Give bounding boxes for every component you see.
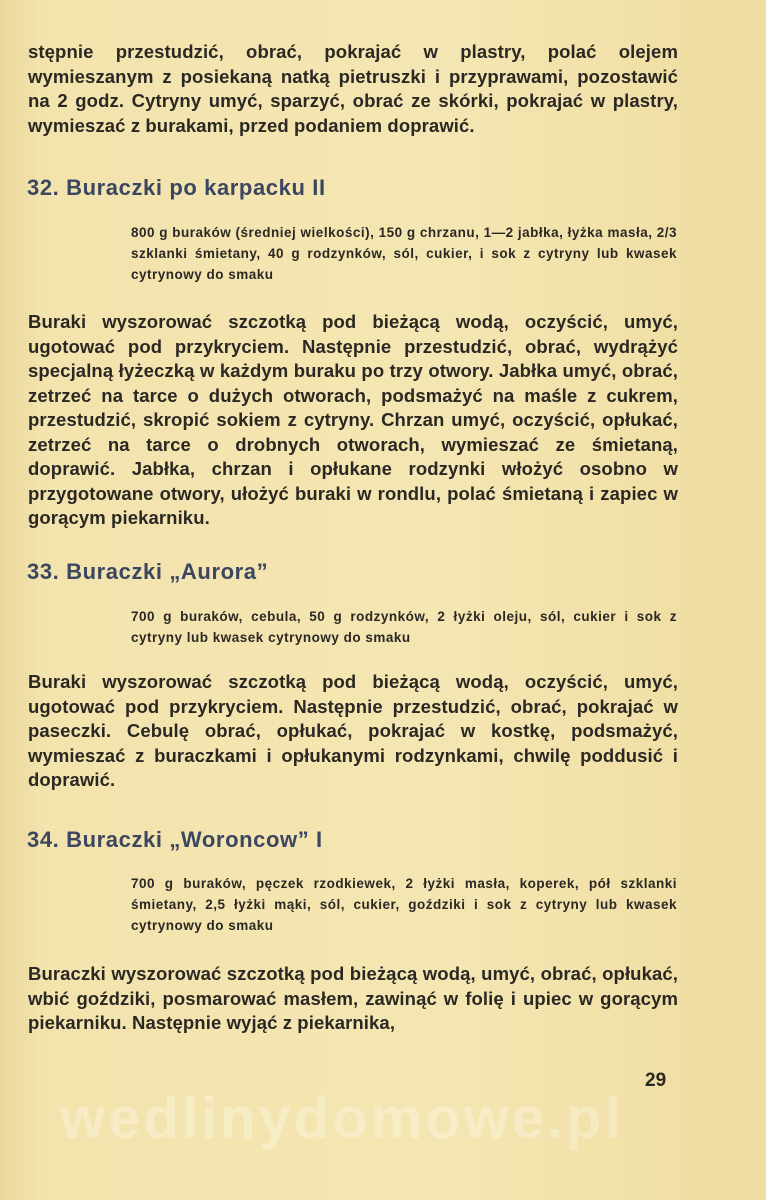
watermark: wedlinydomowe.pl bbox=[60, 1086, 624, 1151]
recipe-34-ingredients: 700 g buraków, pęczek rzodkiewek, 2 łyżki masła, koperek, pół szklanki śmietany, 2,5 łyżki mąki, sól, cukier, goździki i sok z cytryny lub kwasek cytrynowy do smaku bbox=[131, 876, 677, 933]
recipe-33-instructions: Buraki wyszorować szczotką pod bieżącą wodą, oczyścić, umyć, ugotować pod przykryciem. Następnie przestudzić, obrać, pokrajać w paseczki. Cebulę obrać, opłukać, pokrajać w kostkę, podsmażyć, wymieszać z buraczkami i opłukanymi rodzynkami, chwilę poddusić i doprawić. bbox=[28, 671, 678, 790]
recipe-34-title: 34. Buraczki „Woroncow” I bbox=[27, 827, 323, 852]
intro-paragraph: stępnie przestudzić, obrać, pokrajać w plastry, polać olejem wymieszanym z posiekaną natką pietruszki i przyprawami, pozostawić na 2 godz. Cytryny umyć, sparzyć, obrać ze skórki, pokrajać w plastry, wymieszać z burakami, przed podaniem doprawić. bbox=[28, 41, 678, 136]
recipe-32-instructions: Buraki wyszorować szczotką pod bieżącą wodą, oczyścić, umyć, ugotować pod przykryciem. Następnie przestudzić, obrać, wydrążyć specjalną łyżeczką w każdym buraku po trzy otwory. Jabłka umyć, obrać, zetrzeć na tarce o dużych otworach, podsmażyć na maśle z cukrem, przestudzić, skropić sokiem z cytryny. Chrzan umyć, oczyścić, opłukać, zetrzeć na tarce o drobnych otworach, wymieszać ze śmietaną, doprawić. Jabłka, chrzan i opłukane rodzynki włożyć osobno w przygotowane otwory, ułożyć buraki w rondlu, polać śmietaną i zapiec w gorącym piekarniku. bbox=[28, 311, 678, 528]
recipe-32-title: 32. Buraczki po karpacku II bbox=[27, 175, 326, 200]
page-number: 29 bbox=[645, 1070, 667, 1091]
recipe-32-ingredients: 800 g buraków (średniej wielkości), 150 g chrzanu, 1—2 jabłka, łyżka masła, 2/3 szklanki śmietany, 40 g rodzynków, sól, cukier, i sok z cytryny lub kwasek cytrynowy do smaku bbox=[131, 225, 677, 282]
recipe-33-title: 33. Buraczki „Aurora” bbox=[27, 559, 269, 584]
recipe-34-instructions: Buraczki wyszorować szczotką pod bieżącą wodą, umyć, obrać, opłukać, wbić goździki, posmarować masłem, zawinąć w folię i upiec w gorącym piekarniku. Następnie wyjąć z piekarnika, bbox=[28, 963, 678, 1033]
recipe-33-ingredients: 700 g buraków, cebula, 50 g rodzynków, 2 łyżki oleju, sól, cukier i sok z cytryny lub kwasek cytrynowy do smaku bbox=[131, 609, 677, 645]
